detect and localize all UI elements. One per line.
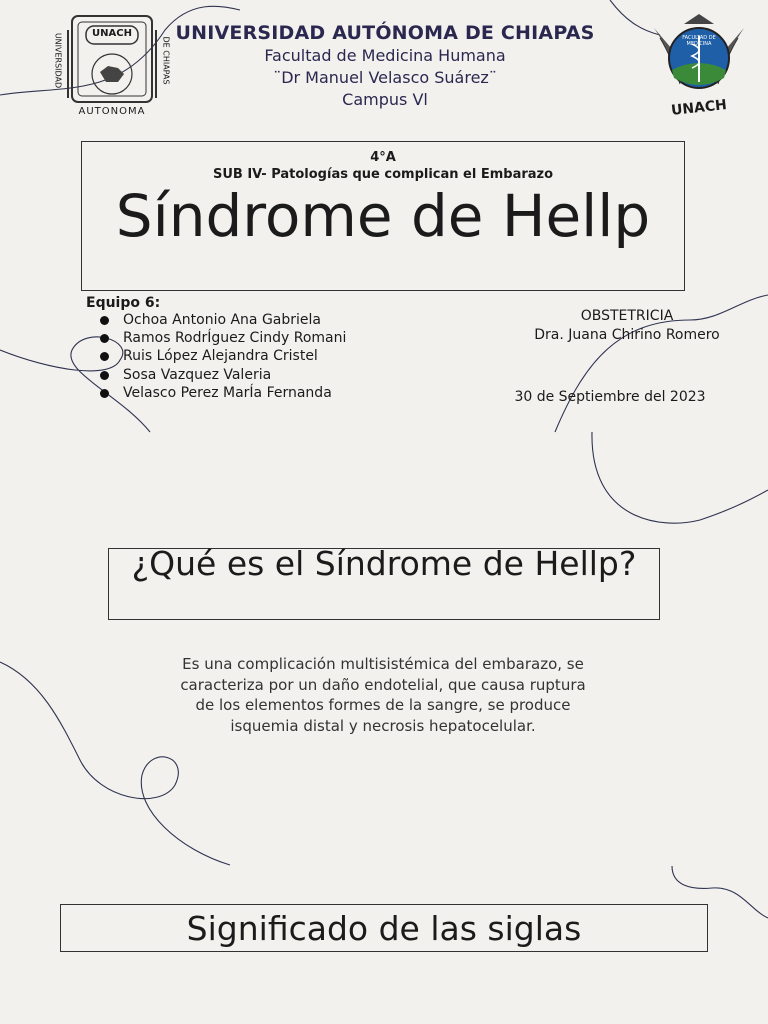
school-name: ¨Dr Manuel Velasco Suárez¨	[273, 68, 497, 87]
title-box	[81, 141, 685, 291]
logo-side-right-text: DE CHIAPAS	[161, 36, 171, 85]
university-name: UNIVERSIDAD AUTÓNOMA DE CHIAPAS	[175, 22, 595, 44]
faculty-logo-ring-text: FACULTAD DE MEDICINA	[682, 35, 716, 47]
question-heading-box	[108, 544, 660, 620]
page-title: Síndrome de Hellp	[115, 182, 651, 250]
team-label: Equipo 6:	[86, 295, 161, 311]
course-subject: OBSTETRICIA	[580, 308, 674, 324]
question-heading: ¿Qué es el Síndrome de Hellp?	[131, 544, 637, 583]
acronym-heading-box	[60, 904, 708, 952]
logo-top-text: UNACH	[92, 28, 132, 39]
definition-text: Es una complicación multisistémica del embarazo, se caracteriza por un daño endotelial, que causa ruptura de los elementos formes de la sangre, se produce isquemia distal y necrosis hepatocelular.	[180, 655, 586, 735]
faculty-logo-bottom-text: UNACH	[670, 97, 728, 119]
course-teacher: Dra. Juana Chirino Romero	[534, 327, 720, 343]
subject-unit: SUB IV- Patologías que complican el Embarazo	[212, 167, 554, 182]
faculty-logo	[648, 8, 750, 118]
list-item: Ramos RodrÍguez Cindy Romani	[96, 329, 346, 347]
list-item: Sosa Vazquez Valeria	[96, 366, 346, 384]
acronym-heading: Significado de las siglas	[186, 909, 582, 948]
campus-name: Campus Vl	[342, 90, 428, 109]
list-item: Ruis López Alejandra Cristel	[96, 347, 346, 365]
list-item: Ochoa Antonio Ana Gabriela	[96, 311, 346, 329]
university-logo	[52, 10, 172, 120]
course-date: 30 de Septiembre del 2023	[514, 389, 706, 405]
team-members-list	[96, 311, 346, 402]
grade-label: 4°A	[370, 150, 396, 165]
faculty-name: Facultad de Medicina Humana	[264, 46, 506, 65]
logo-bottom-text: AUTONOMA	[78, 106, 146, 117]
list-item: Velasco Perez MarÍa Fernanda	[96, 384, 346, 402]
logo-side-left-text: UNIVERSIDAD	[53, 32, 63, 89]
